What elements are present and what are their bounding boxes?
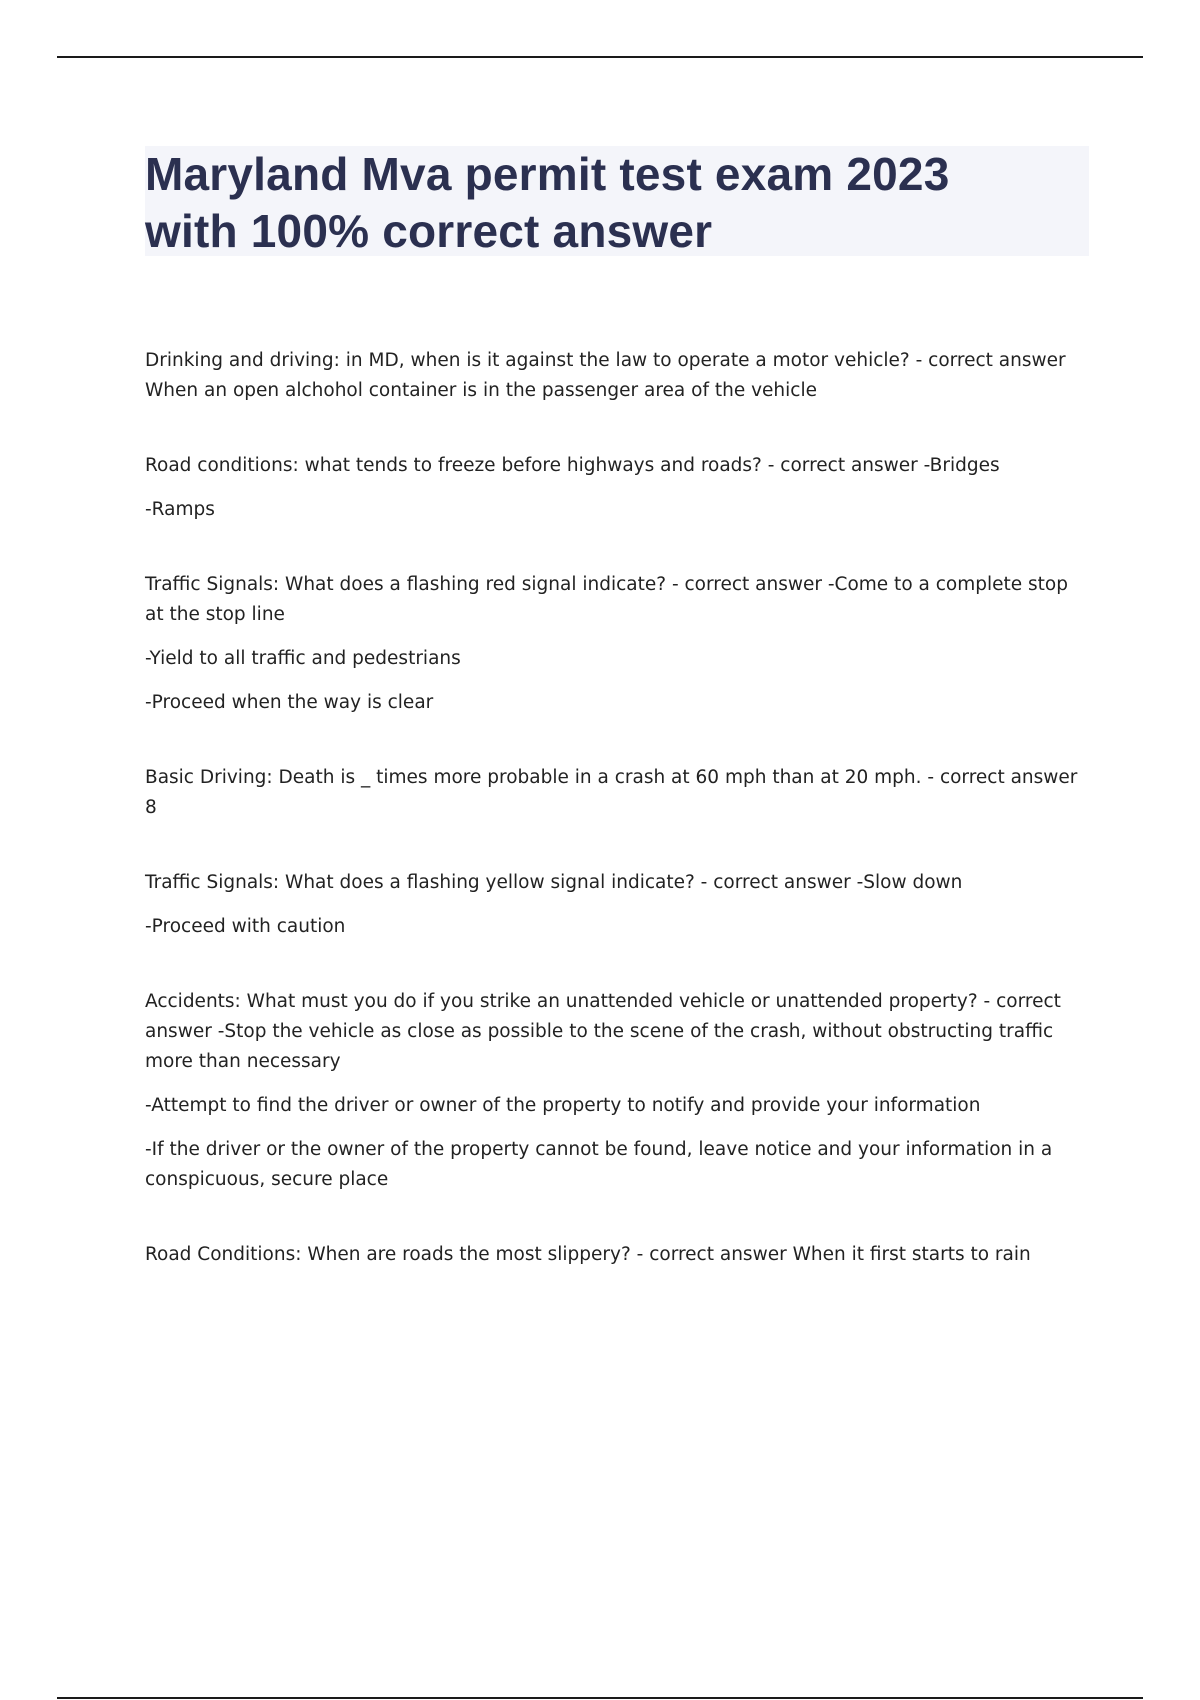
title-line-2: with 100% correct answer <box>145 205 713 257</box>
qa-paragraph: -Proceed with caution <box>145 916 346 937</box>
qa-item-flashing-red <box>145 570 1085 718</box>
qa-paragraph: Basic Driving: Death is _ times more probable in a crash at 60 mph than at 20 mph. - correct answer 8 <box>145 767 1078 818</box>
bottom-divider <box>57 1697 1143 1699</box>
qa-paragraph: Drinking and driving: in MD, when is it against the law to operate a motor vehicle? - correct answer When an open alchohol container is in the passenger area of the vehicle <box>145 350 1066 401</box>
qa-item-road-freeze <box>145 451 1085 525</box>
qa-paragraph: -Proceed when the way is clear <box>145 692 434 713</box>
qa-item-flashing-yellow <box>145 868 1085 942</box>
title-banner <box>145 146 1089 256</box>
title-line-1: Maryland Mva permit test exam 2023 <box>145 148 950 200</box>
qa-paragraph: Road conditions: what tends to freeze before highways and roads? - correct answer -Bridges <box>145 455 1000 476</box>
qa-paragraph: Traffic Signals: What does a flashing yellow signal indicate? - correct answer -Slow down <box>145 872 963 893</box>
qa-paragraph: -Attempt to find the driver or owner of the property to notify and provide your information <box>145 1095 981 1116</box>
qa-list <box>145 346 1085 1315</box>
qa-item-drinking-driving <box>145 346 1085 406</box>
top-divider <box>57 56 1143 58</box>
qa-item-slippery-roads <box>145 1240 1085 1270</box>
qa-paragraph: -Ramps <box>145 499 215 520</box>
qa-paragraph: Traffic Signals: What does a flashing red signal indicate? - correct answer -Come to a complete stop at the stop line <box>145 574 1068 625</box>
qa-paragraph: -If the driver or the owner of the property cannot be found, leave notice and your information in a conspicuous, secure place <box>145 1139 1053 1190</box>
qa-item-death-probability <box>145 763 1085 823</box>
qa-paragraph: Road Conditions: When are roads the most slippery? - correct answer When it first starts to rain <box>145 1244 1031 1265</box>
qa-paragraph: -Yield to all traffic and pedestrians <box>145 648 461 669</box>
qa-paragraph: Accidents: What must you do if you strike an unattended vehicle or unattended property? - correct answer -Stop the vehicle as close as possible to the scene of the crash, without obstructing traffic more than necessary <box>145 991 1061 1072</box>
document-title <box>145 146 1089 260</box>
qa-item-accidents <box>145 987 1085 1195</box>
